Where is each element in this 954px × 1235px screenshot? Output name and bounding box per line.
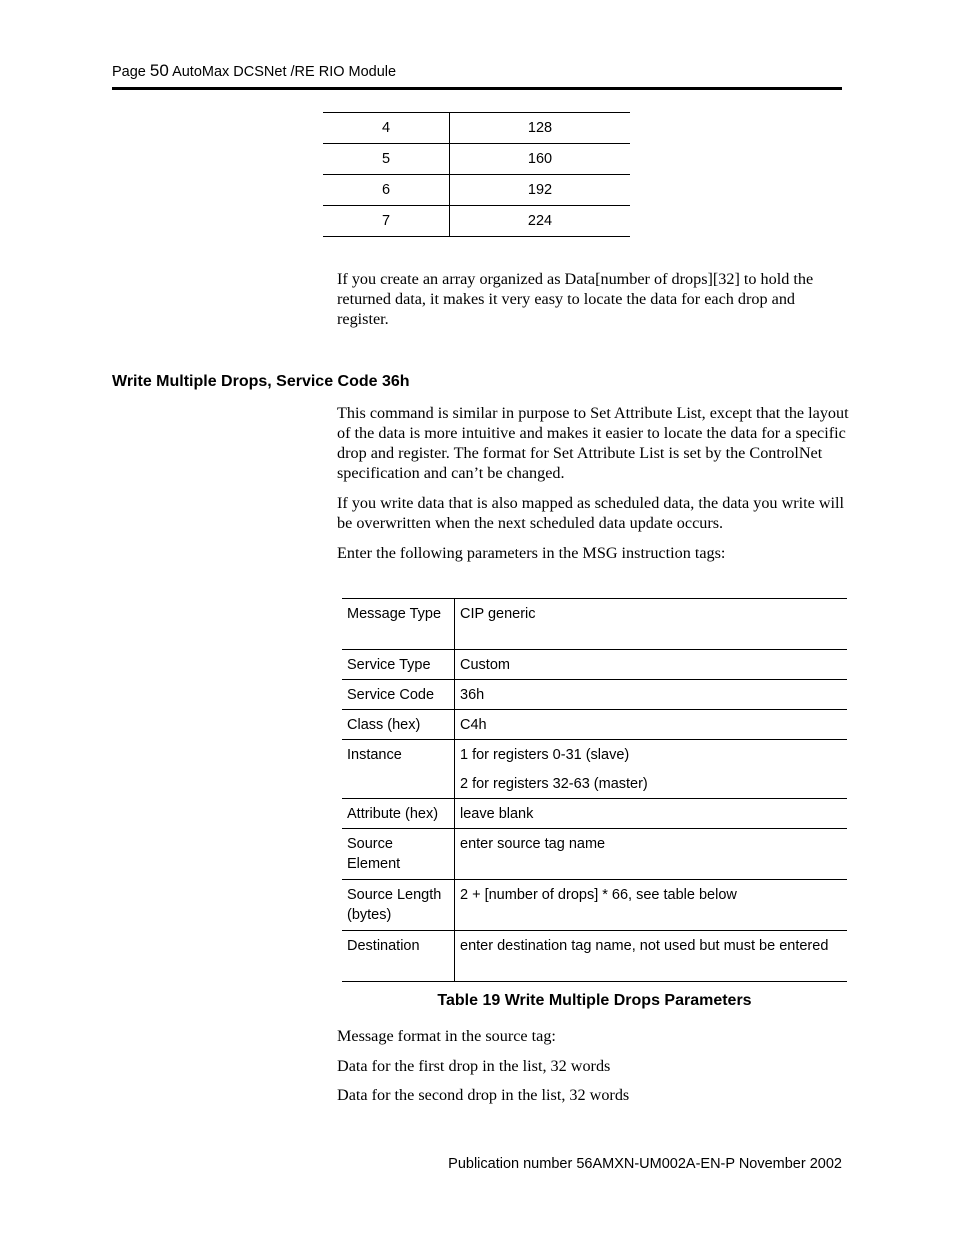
- page-footer: Publication number 56AMXN-UM002A-EN-P November 2002: [448, 1156, 842, 1172]
- section-heading: Write Multiple Drops, Service Code 36h: [112, 373, 410, 390]
- table-cell: 128: [450, 113, 631, 144]
- intro-paragraph: If you create an array organized as Data[number of drops][32] to hold the returned data, it makes it very easy to locate the data for each drop and register.: [337, 270, 814, 328]
- param-name: Source Element: [342, 829, 455, 880]
- param-name: Class (hex): [342, 710, 455, 740]
- param-value-cell: [455, 740, 848, 799]
- body-paragraph: Data for the first drop in the list, 32 words: [337, 1057, 611, 1075]
- table-row: [342, 680, 847, 710]
- table-row: [342, 799, 847, 829]
- param-value: C4h: [455, 710, 848, 740]
- param-name: Attribute (hex): [342, 799, 455, 829]
- table-row: [342, 931, 847, 982]
- parameters-table: [342, 598, 847, 982]
- table-cell: 160: [450, 144, 631, 175]
- param-value: 2 + [number of drops] * 66, see table below: [455, 880, 848, 931]
- table-row: [342, 740, 847, 799]
- body-paragraph: Message format in the source tag:: [337, 1027, 556, 1045]
- param-name: Destination: [342, 931, 455, 982]
- table-cell: 6: [323, 175, 450, 206]
- table-row: [342, 880, 847, 931]
- table-cell: 5: [323, 144, 450, 175]
- param-value: leave blank: [455, 799, 848, 829]
- param-name: Message Type: [342, 599, 455, 650]
- table-row: [342, 829, 847, 880]
- body-paragraph: Data for the second drop in the list, 32 words: [337, 1086, 630, 1104]
- param-value: enter source tag name: [455, 829, 848, 880]
- table-row: [342, 650, 847, 680]
- table-row: [323, 206, 630, 237]
- document-title: AutoMax DCSNet /RE RIO Module: [172, 64, 397, 80]
- page-header: [112, 61, 396, 81]
- param-value: 1 for registers 0-31 (slave): [460, 747, 630, 763]
- body-paragraph: Enter the following parameters in the MSG instruction tags:: [337, 544, 726, 562]
- body-paragraph: This command is similar in purpose to Set Attribute List, except that the layout of the data is more intuitive and makes it easier to locate the data for a specific drop and register. The format for Set Attribute List is set by the ControlNet specification and can’t be changed.: [337, 404, 849, 482]
- param-value: 36h: [455, 680, 848, 710]
- param-value-second-line: 2 for registers 32-63 (master): [460, 776, 648, 792]
- page-number: 50: [149, 61, 169, 80]
- param-name: Service Code: [342, 680, 455, 710]
- table-cell: 7: [323, 206, 450, 237]
- table-row: [323, 113, 630, 144]
- table-cell: 4: [323, 113, 450, 144]
- table-row: [323, 144, 630, 175]
- table-row: [342, 599, 847, 650]
- page-label: Page: [112, 64, 146, 80]
- param-value: CIP generic: [455, 599, 848, 650]
- param-value: enter destination tag name, not used but must be entered: [455, 931, 848, 982]
- body-paragraph: If you write data that is also mapped as scheduled data, the data you write will be overwritten when the next scheduled data update occurs.: [337, 494, 845, 532]
- param-name: Source Length (bytes): [342, 880, 455, 931]
- table-row: [342, 710, 847, 740]
- param-name: Service Type: [342, 650, 455, 680]
- param-value: Custom: [455, 650, 848, 680]
- header-rule: [112, 87, 842, 90]
- offset-table: [323, 112, 630, 237]
- table-cell: 224: [450, 206, 631, 237]
- table-cell: 192: [450, 175, 631, 206]
- table-row: [323, 175, 630, 206]
- table-caption: Table 19 Write Multiple Drops Parameters: [437, 992, 752, 1009]
- param-name: Instance: [342, 740, 455, 799]
